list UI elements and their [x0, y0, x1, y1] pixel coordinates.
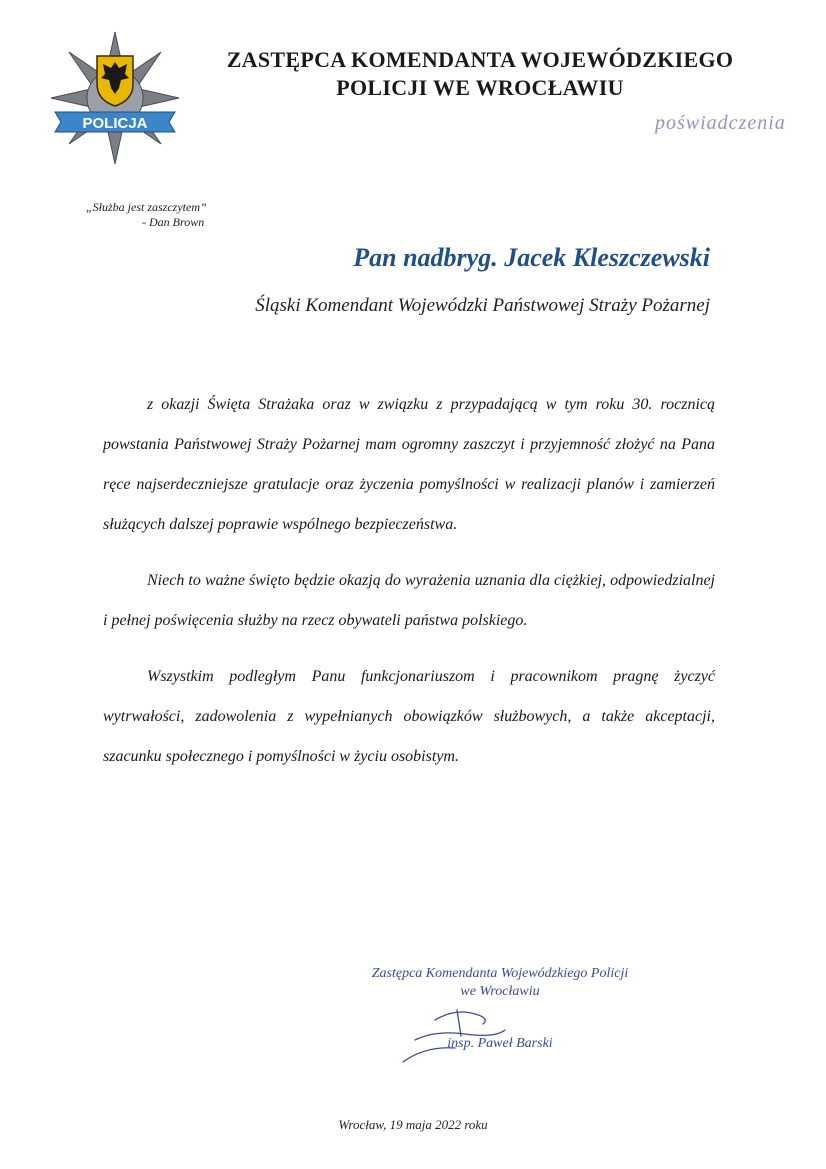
- document-header: [190, 46, 770, 102]
- paragraph-3: Wszystkim podległym Panu funkcjonariuszom i pracownikom pragnę życzyć wytrwałości, zadowolenia z wypełnianych obowiązków służbowych, a także akceptacji, szacunku społecznego i pomyślności w życiu osobistym.: [103, 668, 715, 765]
- place-and-date: Wrocław, 19 maja 2022 roku: [338, 1117, 488, 1132]
- handwritten-signature: [395, 1000, 525, 1070]
- header-line-1: ZASTĘPCA KOMENDANTA WOJEWÓDZKIEGO: [226, 47, 734, 72]
- signature-position: Zastępca Komendanta Wojewódzkiego Policji: [371, 966, 629, 981]
- motto-quote: „Służba jest zaszczytem”: [86, 200, 207, 214]
- recipient-title: Śląski Komendant Wojewódzki Państwowej Straży Pożarnej: [255, 295, 710, 316]
- signature-location: we Wrocławiu: [460, 984, 540, 999]
- signature-name: insp. Paweł Barski: [447, 1036, 553, 1051]
- motto: [86, 200, 236, 230]
- paragraph-1: z okazji Święta Strażaka oraz w związku z przypadającą w tym roku 30. rocznicą powstania Państwowej Straży Pożarnej mam ogromny zaszczyt i przyjemność złożyć na Pana ręce najserdeczniejsze gratulacje oraz życzenia pomyślności w realizacji planów i zamierzeń służących dalszej poprawie wspólnego bezpieczeństwa.: [103, 396, 715, 533]
- paragraph-2: Niech to ważne święto będzie okazją do wyrażenia uznania dla ciężkiej, odpowiedzialnej i pełnej poświęcenia służby na rzecz obywateli państwa polskiego.: [103, 572, 715, 629]
- motto-author: - Dan Brown: [142, 215, 205, 229]
- header-line-2: POLICJI WE WROCŁAWIU: [336, 75, 624, 100]
- letter-body: [103, 385, 715, 777]
- logo-text: POLICJA: [82, 115, 148, 132]
- recipient-name: Pan nadbryg. Jacek Kleszczewski: [353, 243, 710, 272]
- police-star-logo: [50, 30, 180, 170]
- handwritten-note: poświadczenia: [655, 112, 786, 134]
